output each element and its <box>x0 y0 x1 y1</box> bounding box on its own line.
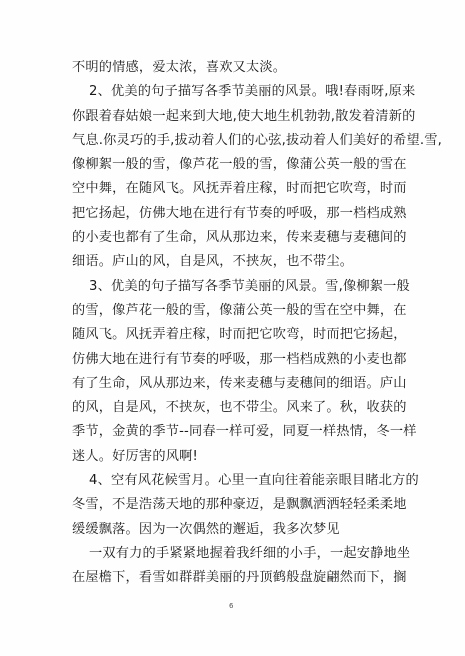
text-line: 的小麦也都有了生命，风从那边来，传来麦穗与麦穗间的 <box>72 230 407 246</box>
text-line: 细语。庐山的风，自是风，不挟灰，也不带尘。 <box>72 254 354 270</box>
text-line: 有了生命，风从那边来，传来麦穗与麦穗间的细语。庐山 <box>72 375 407 391</box>
text-line: 冬雪，不是浩荡天地的那种豪迈，是飘飘洒洒轻轻柔柔地 <box>72 497 407 513</box>
text-line: 3、优美的句子描写各季节美丽的风景。雪,像柳絮一般 <box>89 278 410 294</box>
text-line: 4、空有风花候雪月。心里一直向往着能亲眼目睹北方的 <box>89 473 419 489</box>
text-line: 空中舞，在随风飞。风抚弄着庄稼，时而把它吹弯，时而 <box>72 181 407 197</box>
document-body <box>72 56 443 591</box>
text-line: 缓缓飘落。因为一次偶然的邂逅，我多次梦见 <box>72 521 340 537</box>
page-number: 6 <box>229 602 234 610</box>
text-line: 的风，自是风，不挟灰，也不带尘。风来了。秋，收获的 <box>72 400 407 416</box>
text-line: 2、优美的句子描写各季节美丽的风景。哦!春雨呀,原来 <box>89 84 416 100</box>
text-line: 季节，金黄的季节--同春一样可爱，同夏一样热情，冬一样 <box>72 424 417 440</box>
text-line: 随风飞。风抚弄着庄稼，时而把它吹弯，时而把它扬起， <box>72 327 407 343</box>
text-line: 一双有力的手紧紧地握着我纤细的小手，一起安静地坐 <box>89 545 411 561</box>
text-line: 的雪，像芦花一般的雪，像蒲公英一般的雪在空中舞，在 <box>72 302 407 318</box>
text-line: 仿佛大地在进行有节奏的呼吸，那一档档成熟的小麦也都 <box>72 351 407 367</box>
text-line: 在屋檐下，看雪如群群美丽的丹顶鹤般盘旋翩然而下，搁 <box>72 570 407 586</box>
text-line: 把它扬起，仿佛大地在进行有节奏的呼吸，那一档档成熟 <box>72 205 407 221</box>
text-line: 气息.你灵巧的手,拔动着人们的心弦,拔动着人们美好的希望.雪, <box>72 132 443 148</box>
text-line: 像柳絮一般的雪，像芦花一般的雪，像蒲公英一般的雪在 <box>72 157 407 173</box>
text-line: 不明的情感，爱太浓，喜欢又太淡。 <box>72 60 287 75</box>
text-line: 你跟着春姑娘一起来到大地,使大地生机勃勃,散发着清新的 <box>72 108 416 124</box>
text-line: 迷人。好厉害的风啊! <box>72 448 198 464</box>
